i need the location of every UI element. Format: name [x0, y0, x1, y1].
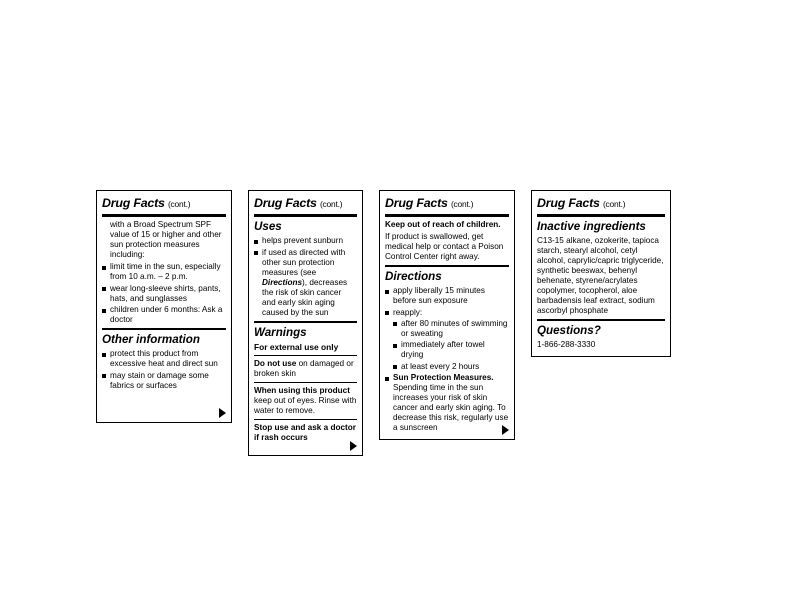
panel-2-stop-use: Stop use and ask a doctor if rash occurs [254, 423, 356, 443]
drug-facts-panel-3 [379, 190, 515, 440]
list-item [385, 373, 509, 433]
panel-3-keep-out-text: If product is swallowed, get medical help or contact a Poison Control Center right away. [385, 232, 504, 262]
panel-4-rule-questions [537, 319, 665, 321]
panel-4-questions-phone[interactable]: 1-866-288-3330 [537, 340, 596, 350]
panel-2-header-cont: (cont.) [319, 199, 343, 209]
panel-1-other-info-bullets [102, 349, 226, 391]
do-not-use-label: Do not use [254, 359, 297, 369]
list-item: protect this product from excessive heat and direct sun [102, 349, 226, 369]
panel-2-uses-title: Uses [254, 220, 282, 234]
panel-1-intro-text: with a Broad Spectrum SPF value of 15 or higher and other sun protection measures including: [110, 220, 222, 260]
panel-2-header [254, 196, 357, 211]
list-item: wear long-sleeve shirts, pants, hats, and sunglasses [102, 284, 226, 304]
panel-2-rule-donotuse [254, 355, 357, 356]
panel-4-questions-title: Questions? [537, 324, 601, 338]
list-item: apply liberally 15 minutes before sun exposure [385, 286, 509, 306]
panel-1-intro-bullets [102, 262, 226, 304]
panel-3-header-title: Drug Facts [385, 196, 448, 210]
panel-1-header [102, 196, 226, 211]
list-item: helps prevent sunburn [254, 236, 357, 246]
panel-2-do-not-use [254, 359, 357, 379]
panel-4-inactive-ingredients-text: C13-15 alkane, ozokerite, tapioca starch, stearyl alcohol, cetyl alcohol, caprylic/capric triglyceride, synthetic beeswax, behenyl behenate, styrene/acrylates copolymer, tocopherol, aloe barbadensis leaf extract, sodium ascorbyl phosphate [537, 236, 664, 316]
panel-1-header-cont: (cont.) [167, 199, 191, 209]
panel-3-header [385, 196, 509, 211]
uses-bullet-2-emphasis: Directions [262, 277, 303, 287]
list-item [254, 248, 357, 318]
sun-protection-measures-text: Spending time in the sun increases your risk of skin cancer and early skin aging. To decrease this risk, regularly use a sunscreen [393, 383, 509, 433]
continuation-arrow-icon [502, 425, 509, 435]
panel-3-rule-top [385, 214, 509, 217]
panel-3-rule-directions [385, 265, 509, 267]
panel-2-rule-stopuse [254, 419, 357, 420]
panel-2-spacer [254, 445, 357, 451]
panel-2-when-using [254, 386, 357, 416]
continuation-arrow-icon [350, 441, 357, 451]
when-using-text: keep out of eyes. Rinse with water to remove. [254, 396, 357, 416]
panel-4-rule-top [537, 214, 665, 217]
panel-1-children-note [102, 305, 226, 325]
panel-4-header-cont: (cont.) [602, 199, 626, 209]
panel-2-warnings-title: Warnings [254, 325, 307, 339]
panel-1-spacer [102, 392, 226, 418]
sun-protection-measures-label: Sun Protection Measures. [393, 373, 494, 383]
uses-bullet-2-pre: if used as directed with other sun protection measures (see [262, 247, 346, 277]
drug-facts-panel-2 [248, 190, 363, 456]
panel-4-header-title: Drug Facts [537, 196, 600, 210]
drug-facts-panel-1 [96, 190, 232, 423]
list-item: limit time in the sun, especially from 10 a.m. – 2 p.m. [102, 262, 226, 282]
panel-1-header-title: Drug Facts [102, 196, 165, 210]
do-not-use-text: on damaged or broken skin [254, 359, 354, 379]
panel-4-questions-block [537, 324, 665, 350]
panel-3-directions-title: Directions [385, 270, 442, 284]
panel-4-inactive-ingredients-title: Inactive ingredients [537, 220, 646, 234]
list-item: at least every 2 hours [393, 362, 509, 372]
list-item: after 80 minutes of swimming or sweating [393, 319, 509, 339]
panel-2-uses-bullets [254, 236, 357, 318]
drug-facts-panel-4 [531, 190, 671, 357]
panel-1-rule-other-info [102, 328, 226, 330]
uses-bullet-2-post: ), decreases the risk of skin cancer and early skin aging caused by the sun [262, 277, 348, 317]
panel-1-other-information-title: Other information [102, 333, 200, 347]
panel-2-rule-whenusing [254, 382, 357, 383]
list-item: may stain or damage some fabrics or surfaces [102, 371, 226, 391]
panel-2-rule-warnings [254, 321, 357, 323]
when-using-label: When using this product [254, 386, 350, 396]
panel-2-rule-top [254, 214, 357, 217]
drug-facts-panels [96, 190, 671, 456]
continuation-arrow-icon [219, 408, 226, 418]
reapply-label: reapply: [393, 307, 423, 317]
panel-1-rule-top [102, 214, 226, 217]
panel-2-warnings-subtitle: For external use only [254, 341, 339, 352]
panel-3-keep-out-title: Keep out of reach of children. [385, 220, 501, 230]
list-item [385, 308, 509, 372]
list-item: immediately after towel drying [393, 340, 509, 360]
panel-4-header [537, 196, 665, 211]
panel-2-header-title: Drug Facts [254, 196, 317, 210]
list-item: children under 6 months: Ask a doctor [102, 305, 226, 325]
panel-3-directions-bullets [385, 286, 509, 433]
panel-3-reapply-sub-bullets [393, 319, 509, 372]
panel-3-header-cont: (cont.) [450, 199, 474, 209]
